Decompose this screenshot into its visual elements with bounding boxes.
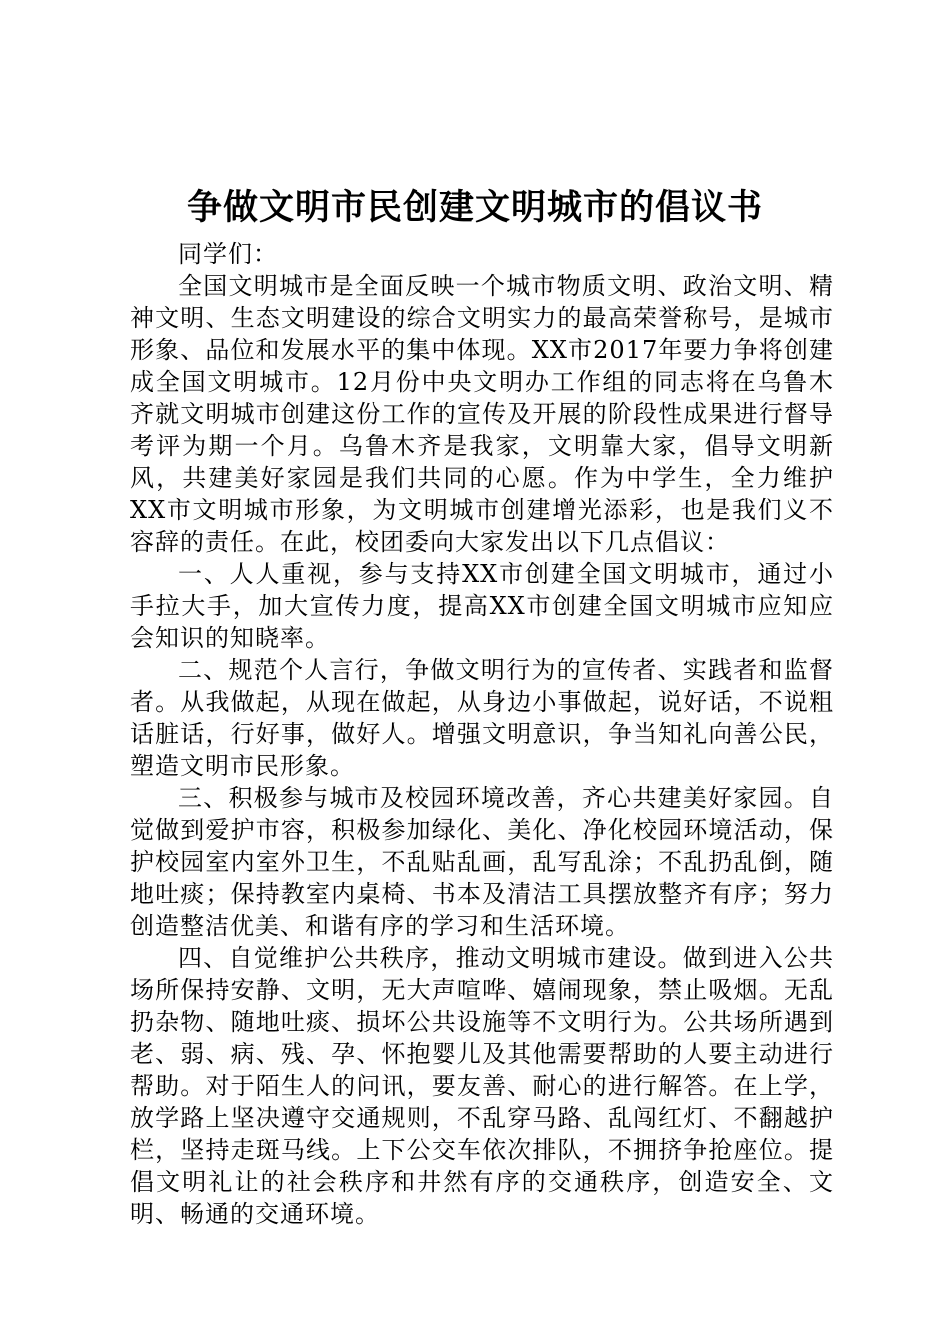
paragraph-item-2: 二、规范个人言行，争做文明行为的宣传者、实践者和监督者。从我做起，从现在做起，从身边小事做起，说好话，不说粗话脏话，行好事，做好人。增强文明意识，争当知礼向善公民，塑造文明市民形象。: [130, 656, 834, 780]
paragraph-item-4: 四、自觉维护公共秩序，推动文明城市建设。做到进入公共场所保持安静、文明，无大声喧哗、嬉闹现象，禁止吸烟。无乱扔杂物、随地吐痰、损坏公共设施等不文明行为。公共场所遇到老、弱、病、残、孕、怀抱婴儿及其他需要帮助的人要主动进行帮助。对于陌生人的问讯，要友善、耐心的进行解答。在上学，放学路上坚决遵守交通规则，不乱穿马路、乱闯红灯、不翻越护栏，坚持走斑马线。上下公交车依次排队，不拥挤争抢座位。提倡文明礼让的社会秩序和井然有序的交通秩序，创造安全、文明、畅通的交通环境。: [130, 944, 834, 1228]
paragraph-item-3: 三、积极参与城市及校园环境改善，齐心共建美好家园。自觉做到爱护市容，积极参加绿化、美化、净化校园环境活动，保护校园室内室外卫生，不乱贴乱画，乱写乱涂；不乱扔乱倒，随地吐痰；保持教室内桌椅、书本及清洁工具摆放整齐有序；努力创造整洁优美、和谐有序的学习和生活环境。: [130, 784, 834, 940]
document-title: 争做文明市民创建文明城市的倡议书: [186, 187, 763, 228]
document-body: [130, 238, 834, 1230]
greeting-line: 同学们：: [178, 240, 278, 268]
paragraph-intro: 全国文明城市是全面反映一个城市物质文明、政治文明、精神文明、生态文明建设的综合文明实力的最高荣誉称号，是城市形象、品位和发展水平的集中体现。XX市2017年要力争将创建成全国文明城市。12月份中央文明办工作组的同志将在乌鲁木齐就文明城市创建这份工作的宣传及开展的阶段性成果进行督导考评为期一个月。乌鲁木齐是我家，文明靠大家，倡导文明新风，共建美好家园是我们共同的心愿。作为中学生，全力维护XX市文明城市形象，为文明城市创建增光添彩，也是我们义不容辞的责任。在此，校团委向大家发出以下几点倡议：: [130, 272, 834, 556]
paragraph-item-1: 一、人人重视，参与支持XX市创建全国文明城市，通过小手拉大手，加大宣传力度，提高XX市创建全国文明城市应知应会知识的知晓率。: [130, 560, 834, 652]
